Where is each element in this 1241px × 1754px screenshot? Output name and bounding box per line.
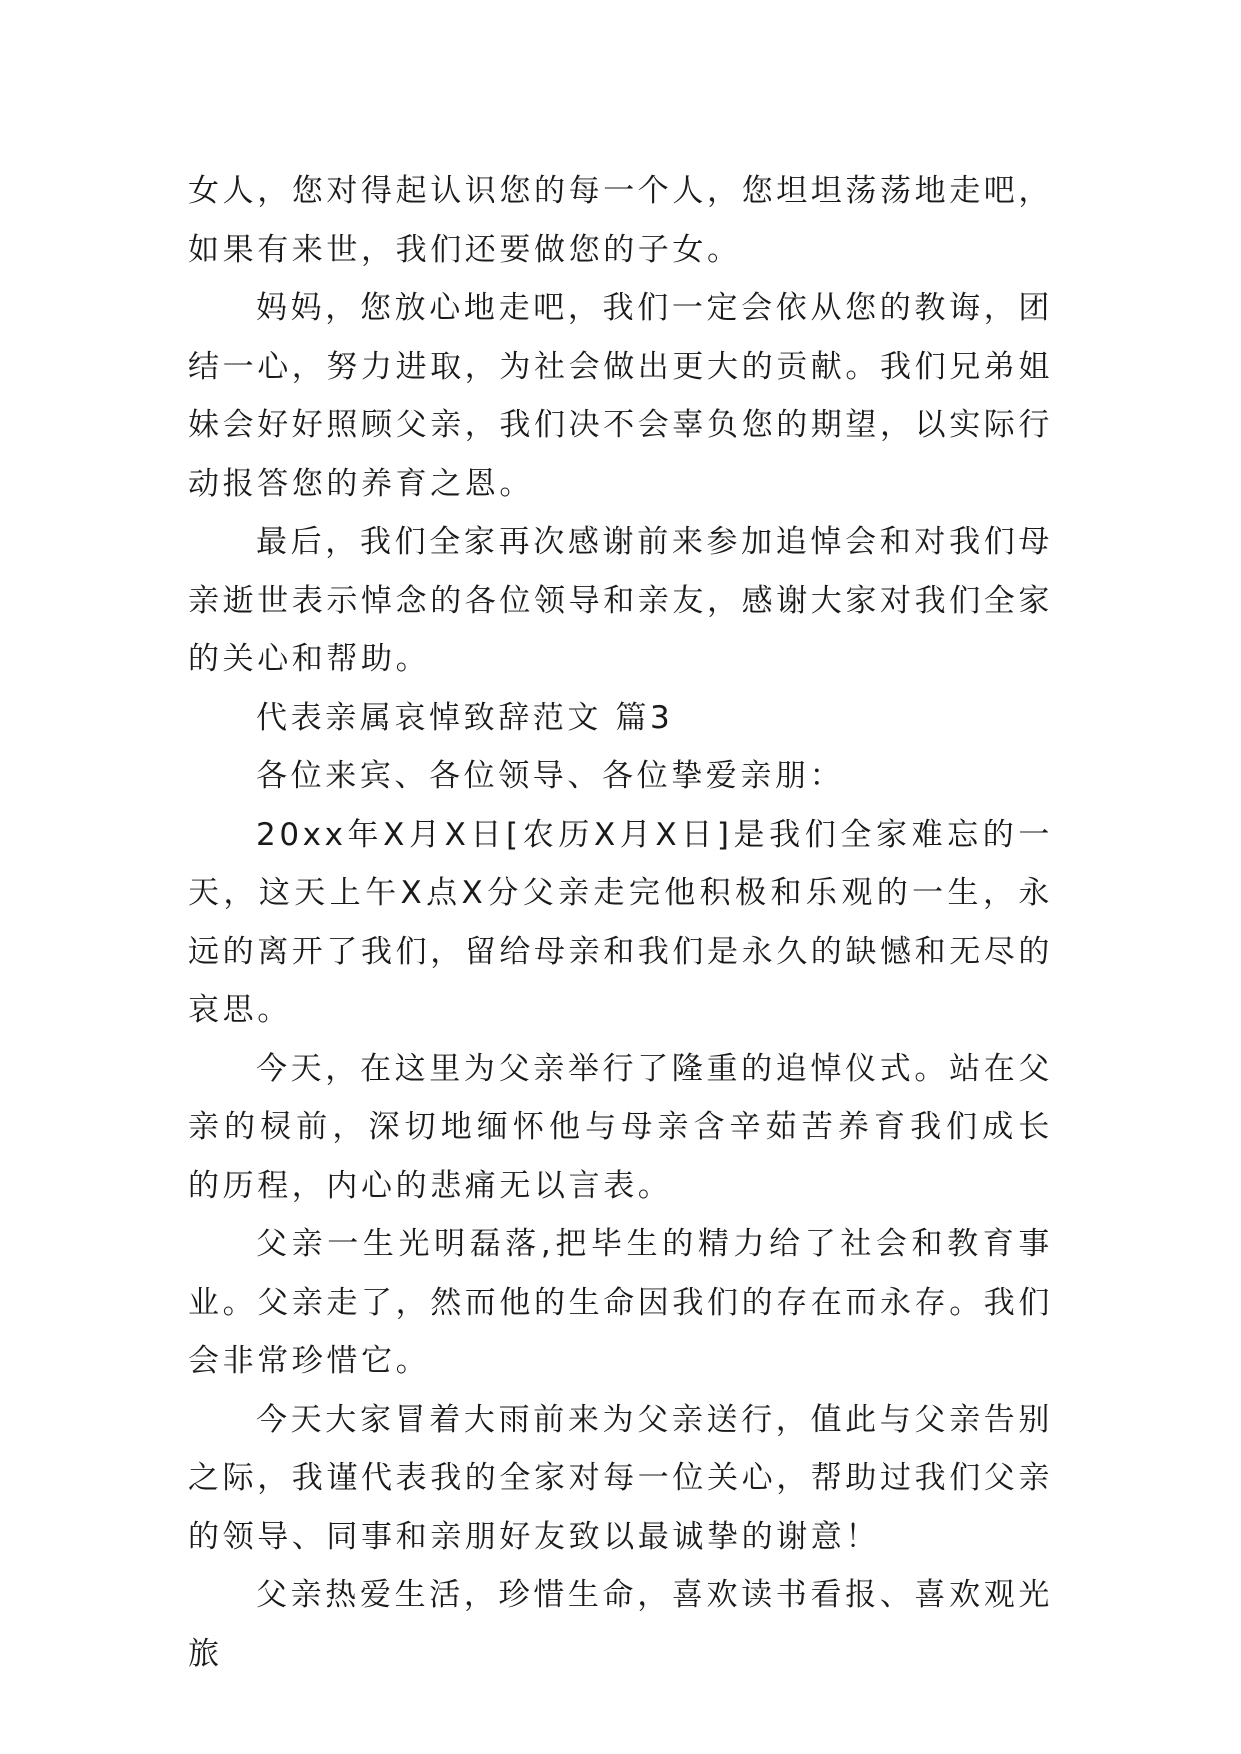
paragraph-2: 妈妈，您放心地走吧，我们一定会依从您的教诲，团结一心，努力进取，为社会做出更大的贡献。我们兄弟姐妹会好好照顾父亲，我们决不会辜负您的期望，以实际行动报答您的养育之恩。 <box>188 290 1053 502</box>
paragraph-6: 20xx年X月X日[农历X月X日]是我们全家难忘的一天，这天上午X点X分父亲走完他积极和乐观的一生，永远的离开了我们，留给母亲和我们是永久的缺憾和无尽的哀思。 <box>188 816 1053 1028</box>
paragraph-3: 最后，我们全家再次感谢前来参加追悼会和对我们母亲逝世表示悼念的各位领导和亲友，感谢大家对我们全家的关心和帮助。 <box>188 524 1053 677</box>
paragraph-8: 父亲一生光明磊落,把毕生的精力给了社会和教育事业。父亲走了，然而他的生命因我们的存在而永存。我们会非常珍惜它。 <box>188 1226 1053 1379</box>
paragraph-1: 女人，您对得起认识您的每一个人，您坦坦荡荡地走吧，如果有来世，我们还要做您的子女。 <box>188 173 1053 268</box>
section-heading: 代表亲属哀悼致辞范文 篇3 <box>256 699 674 736</box>
paragraph-10: 父亲热爱生活，珍惜生命，喜欢读书看报、喜欢观光旅 <box>188 1577 1053 1672</box>
paragraph-9: 今天大家冒着大雨前来为父亲送行，值此与父亲告别之际，我谨代表我的全家对每一位关心，帮助过我们父亲的领导、同事和亲朋好友致以最诚挚的谢意！ <box>188 1401 1053 1555</box>
paragraph-7: 今天，在这里为父亲举行了隆重的追悼仪式。站在父亲的棂前，深切地缅怀他与母亲含辛茹苦养育我们成长 的历程，内心的悲痛无以言表。 <box>188 1050 1053 1204</box>
salutation: 各位来宾、各位领导、各位挚爱亲朋： <box>256 758 845 794</box>
document-body <box>188 162 1053 1683</box>
